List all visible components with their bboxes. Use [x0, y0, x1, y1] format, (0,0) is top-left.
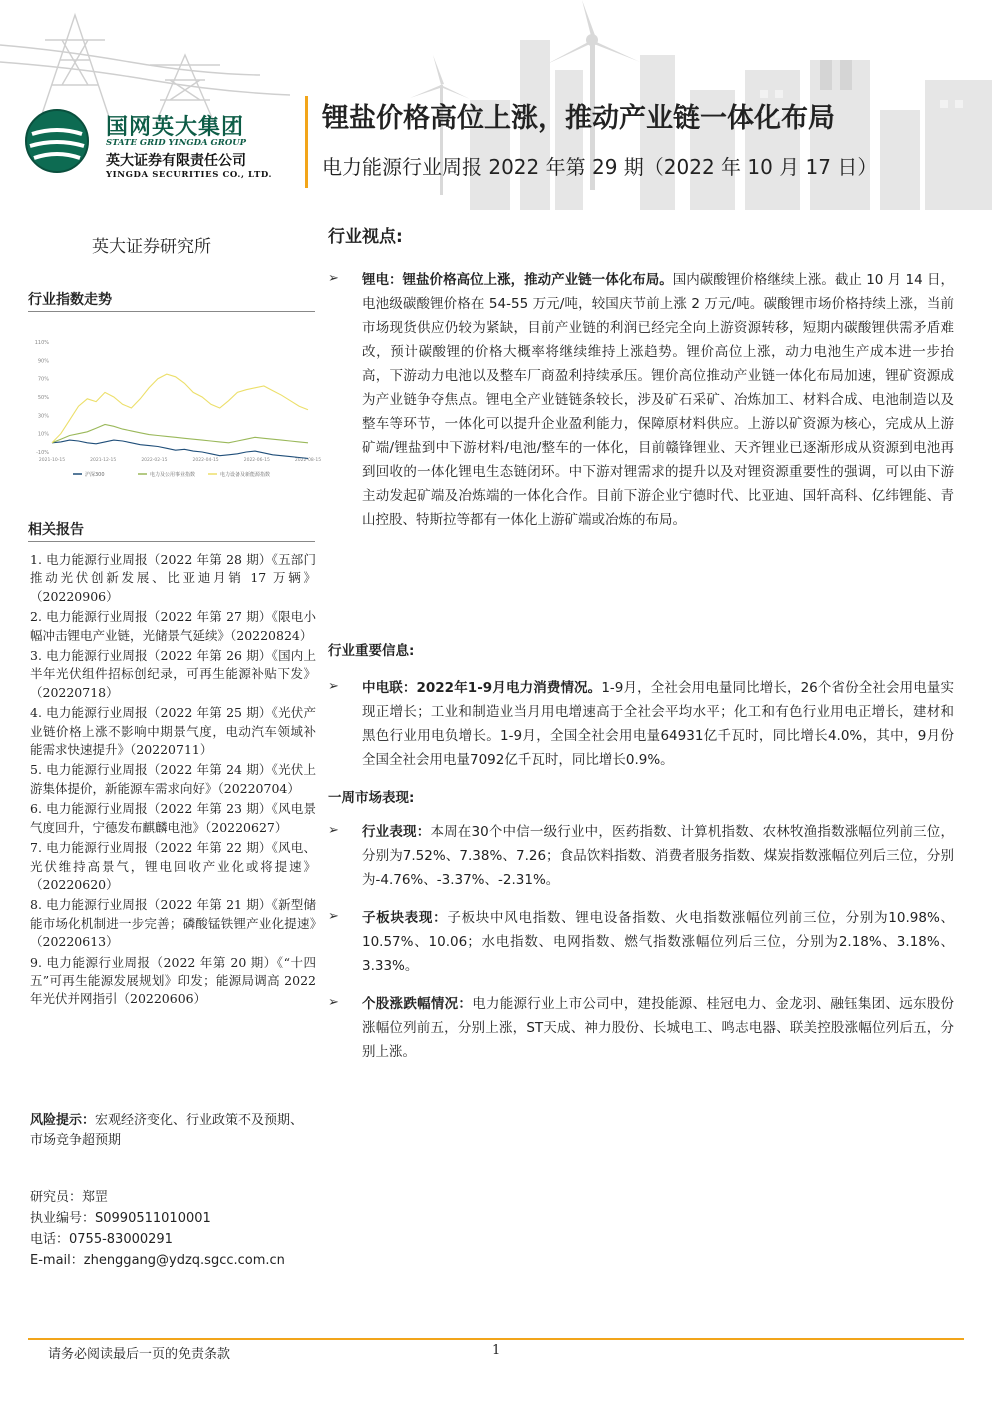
- sub-sector-performance-paragraph: [362, 906, 954, 978]
- page-number: 1: [492, 1343, 501, 1358]
- power-consumption-text: 1-9月，全社会用电量同比增长，26个省份全社会用电量实现正增长；工业和制造业当月用电增速高于全社会平均水平；化工和有色行业用电正增长，建材和黑色行业用电负增长。1-9月，全国全社会用电量64931亿千瓦时，同比增长4.0%，其中，9月份全国全社会用电量7092亿千瓦时，同比增长0.9%。: [362, 680, 954, 768]
- stock-movement-lead: 个股涨跌幅情况：: [362, 996, 473, 1012]
- logo-company-name-en: YINGDA SECURITIES CO., LTD.: [106, 170, 273, 180]
- related-report-item[interactable]: 3. 电力能源行业周报（2022 年第 26 期）《国内上半年光伏组件招标创纪录，可再生能源补贴下发》（20220718）: [30, 648, 316, 700]
- x-tick-label: 2021-10-15: [38, 458, 66, 463]
- lithium-view-paragraph: [362, 268, 954, 532]
- sgcc-globe-icon: [22, 106, 92, 176]
- y-tick-label: 50%: [37, 395, 49, 401]
- y-tick-label: 10%: [37, 431, 49, 438]
- logo-group-name: 国网英大集团: [106, 115, 245, 140]
- sub-sector-performance-lead: 子板块表现：: [362, 910, 448, 926]
- related-reports-heading: 相关报告: [28, 522, 84, 538]
- power-consumption-paragraph: [362, 676, 954, 772]
- report-subtitle: 电力能源行业周报 2022 年第 29 期（2022 年 10 月 17 日）: [322, 155, 878, 179]
- lithium-view-lead: 锂电：锂盐价格高位上涨，推动产业链一体化布局。: [362, 272, 673, 288]
- footer-divider: [28, 1338, 964, 1340]
- series-line-0: [52, 440, 308, 458]
- market-performance-heading: 一周市场表现:: [328, 790, 415, 806]
- y-tick-label: -10%: [36, 450, 49, 456]
- legend-label: 电力及公用事业指数: [150, 472, 196, 478]
- related-report-item[interactable]: 6. 电力能源行业周报（2022 年第 23 期）《风电景气度回升，宁德发布麒麟电池》（20220627）: [30, 801, 316, 835]
- related-report-item[interactable]: 8. 电力能源行业周报（2022 年第 21 期）《新型储能市场化机制进一步完善；磷酸锰铁锂产业化提速》（20220613）: [30, 897, 316, 950]
- company-logo: [22, 102, 312, 182]
- related-report-item[interactable]: 4. 电力能源行业周报（2022 年第 25 期）《光伏产业链价格上涨不影响中期景气度，电动汽车领域补能需求快速提升》（20220711）: [30, 705, 316, 758]
- related-report-item[interactable]: 9. 电力能源行业周报（2022 年第 20 期）《“十四五”可再生能源发展规划》印发；能源局调高 2022 年光伏并网指引（20220606）: [30, 954, 316, 1007]
- report-title: 锂盐价格高位上涨，推动产业链一体化布局: [322, 103, 835, 134]
- risk-text: 宏观经济变化、行业政策不及预期、市场竞争超预期: [30, 1113, 304, 1148]
- stock-movement-paragraph: [362, 992, 954, 1064]
- bullet-icon: ➢: [328, 823, 339, 838]
- x-tick-label: 2022-08-15: [294, 458, 322, 463]
- industry-performance-text: 本周在30个中信一级行业中，医药指数、计算机指数、农林牧渔指数涨幅位列前三位，分别为7.52%、7.38%、7.26；食品饮料指数、消费者服务指数、煤炭指数涨幅位列后三位，分别为-4.76%、-3.37%、-2.31%。: [362, 824, 954, 888]
- analyst-phone: 电话：0755-83000291: [30, 1232, 173, 1247]
- bullet-icon: ➢: [328, 909, 339, 924]
- logo-company-name: 英大证券有限责任公司: [106, 153, 246, 169]
- related-reports-list: [30, 551, 316, 1011]
- logo-group-name-en: STATE GRID YINGDA GROUP: [106, 138, 247, 148]
- y-tick-label: 110%: [34, 340, 49, 346]
- x-tick-label: 2021-12-15: [90, 458, 117, 463]
- risk-warning: [30, 1111, 316, 1151]
- stock-movement-text: 电力能源行业上市公司中，建投能源、桂冠电力、金龙羽、融钰集团、远东股份涨幅位列前五，分别上涨，ST天成、神力股份、长城电工、鸣志电器、联美控股涨幅位列后五，分别上涨。: [362, 996, 955, 1060]
- series-line-1: [52, 425, 308, 443]
- title-accent-bar: [305, 96, 308, 188]
- index-trend-divider: [28, 311, 315, 312]
- x-tick-label: 2022-06-15: [243, 458, 270, 463]
- related-reports-divider: [28, 541, 315, 542]
- analyst-cert: 执业编号：S0990511010001: [30, 1211, 211, 1226]
- legend-label: 沪深300: [85, 472, 105, 478]
- index-trend-chart: [30, 330, 322, 490]
- index-trend-heading: 行业指数走势: [28, 292, 112, 308]
- power-consumption-lead: 中电联：2022年1-9月电力消费情况。: [362, 680, 602, 696]
- analyst-email[interactable]: E-mail：zhenggang@ydzq.sgcc.com.cn: [30, 1253, 285, 1268]
- related-report-item[interactable]: 1. 电力能源行业周报（2022 年第 28 期）《五部门推动光伏创新发展、比亚迪月销 17 万辆》（20220906）: [30, 552, 316, 604]
- x-tick-label: 2022-04-15: [192, 458, 219, 463]
- analyst-name: 研究员：郑罡: [30, 1190, 109, 1205]
- industry-performance-paragraph: [362, 820, 954, 892]
- y-tick-label: 90%: [37, 358, 49, 365]
- footer-disclaimer: 请务必阅读最后一页的免责条款: [48, 1347, 231, 1362]
- lithium-view-text: 国内碳酸锂价格继续上涨。截止 10 月 14 日，电池级碳酸锂价格在 54-55 万元/吨，较国庆节前上涨 2 万元/吨。碳酸锂市场价格持续上涨，当前市场现货供应仍较为紧缺，目前产业链的利润已经完全向上游资源转移，短期内碳酸锂供需矛盾难改，预计碳酸锂的价格大概率将继续维持上涨趋势。锂价高位上涨，动力电池生产成本进一步抬高，下游动力电池以及整车厂商盈利持续承压。锂价高位推动产业链一体化布局加速，锂矿资源成为产业链争夺焦点。锂电全产业链链条较长，涉及矿石采矿、冶炼加工、材料合成、电池制造以及整车等环节，一体化可以提升企业盈利能力，保障原材料供应。上游以矿资源为核心，完成从上游矿端/锂盐到中下游材料/电池/整车的一体化，目前赣锋锂业、天齐锂业已逐渐形成从资源到电池再到回收的一体化锂电生态链闭环。中下游对锂需求的提升以及对锂资源重要性的强调，可以由下游主动发起矿端及冶炼端的一体化合作。目前下游企业宁德时代、比亚迪、国轩高科、亿纬锂能、青山控股、特斯拉等都有一体化上游矿端或冶炼的布局。: [362, 272, 954, 528]
- industry-news-heading: 行业重要信息:: [328, 643, 415, 659]
- y-tick-label: 70%: [37, 376, 49, 383]
- bullet-icon: ➢: [328, 995, 339, 1010]
- x-tick-label: 2022-02-15: [141, 458, 168, 463]
- analyst-info: [30, 1187, 285, 1271]
- industry-view-heading: 行业视点:: [328, 227, 403, 247]
- bullet-icon: ➢: [328, 679, 339, 694]
- sub-sector-performance-text: 子板块中风电指数、锂电设备指数、火电指数涨幅位列前三位，分别为10.98%、10.57%、10.06；水电指数、电网指数、燃气指数涨幅位列后三位，分别为2.18%、3.18%、3.33%。: [362, 910, 955, 974]
- related-report-item[interactable]: 2. 电力能源行业周报（2022 年第 27 期）《限电小幅冲击锂电产业链，光储景气延续》（20220824）: [30, 609, 316, 643]
- risk-label: 风险提示：: [30, 1113, 96, 1128]
- bullet-icon: ➢: [328, 271, 339, 286]
- y-tick-label: 30%: [37, 413, 49, 420]
- series-line-2: [52, 374, 308, 443]
- related-report-item[interactable]: 5. 电力能源行业周报（2022 年第 24 期）《光伏上游集体提价，新能源车需求向好》（20220704）: [30, 762, 316, 796]
- related-report-item[interactable]: 7. 电力能源行业周报（2022 年第 22 期）《风电、光伏维持高景气，锂电回收产业化或将提速》（20220620）: [30, 840, 316, 892]
- institute-name: 英大证券研究所: [92, 237, 211, 257]
- industry-performance-lead: 行业表现：: [362, 824, 431, 840]
- legend-label: 电力设备及新能源指数: [220, 472, 271, 478]
